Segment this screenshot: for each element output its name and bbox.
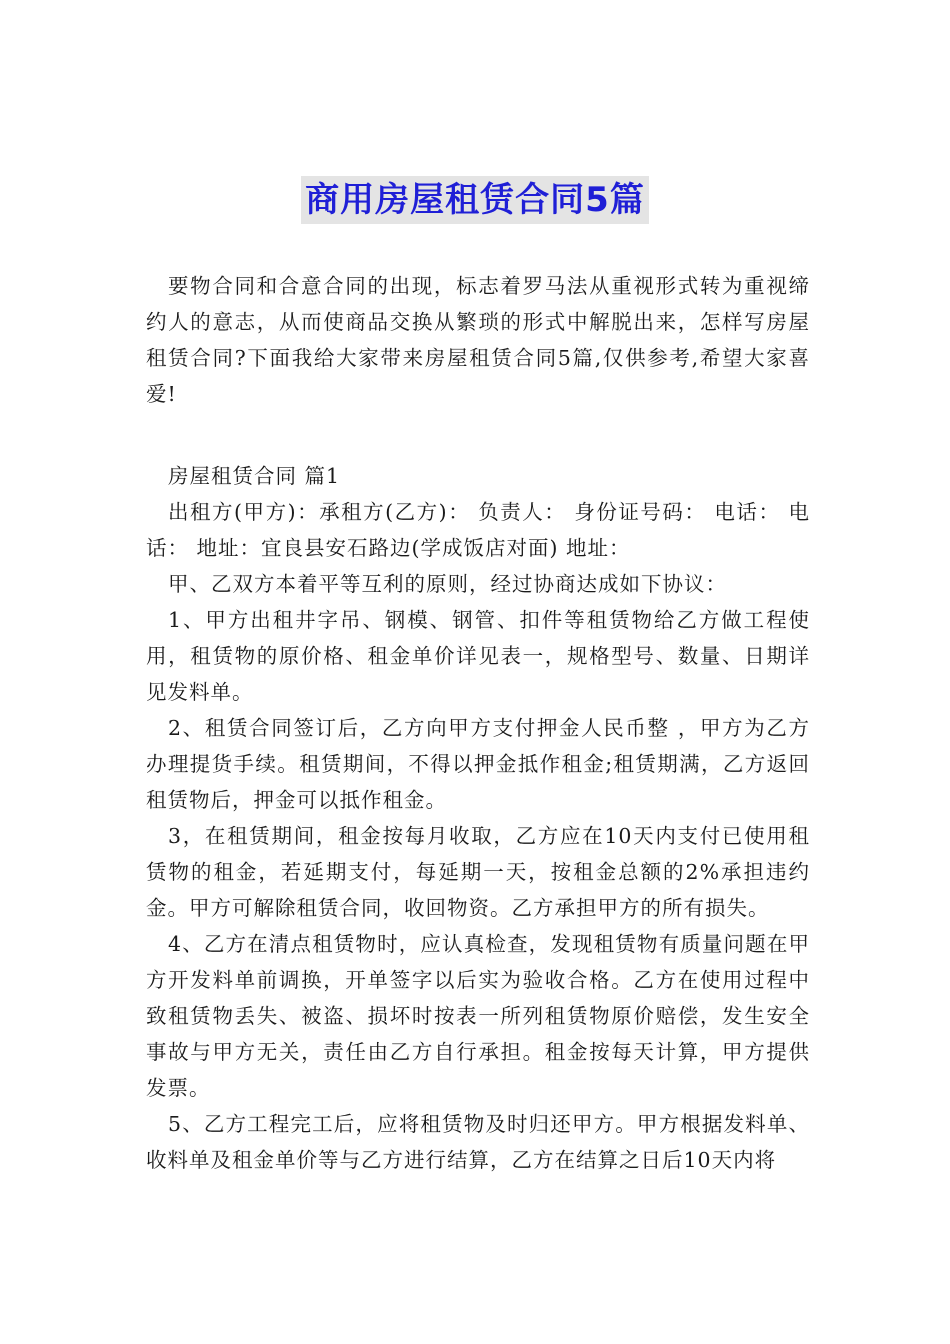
clause-3: 3，在租赁期间，租金按每月收取，乙方应在10天内支付已使用租赁物的租金，若延期支付，每延期一天，按租金总额的2%承担违约金。甲方可解除租赁合同，收回物资。乙方承担甲方的所有损失。 [146, 824, 810, 920]
intro-paragraph: 要物合同和合意合同的出现，标志着罗马法从重视形式转为重视缔约人的意志，从而使商品交换从繁琐的形式中解脱出来，怎样写房屋租赁合同?下面我给大家带来房屋租赁合同5篇,仅供参考,希望大家喜爱! [146, 274, 810, 406]
clause-4: 4、乙方在清点租赁物时，应认真检查，发现租赁物有质量问题在甲方开发料单前调换，开单签字以后实为验收合格。乙方在使用过程中致租赁物丢失、被盗、损坏时按表一所列租赁物原价赔偿，发生安全事故与甲方无关，责任由乙方自行承担。租金按每天计算，甲方提供发票。 [146, 932, 810, 1100]
clause-1: 1、甲方出租井字吊、钢模、钢管、扣件等租赁物给乙方做工程使用，租赁物的原价格、租金单价详见表一，规格型号、数量、日期详见发料单。 [146, 608, 810, 704]
clause-2: 2、租赁合同签订后，乙方向甲方支付押金人民币整 ，甲方为乙方办理提货手续。租赁期间，不得以押金抵作租金;租赁期满，乙方返回租赁物后，押金可以抵作租金。 [146, 716, 810, 812]
paragraph-spacer [146, 412, 810, 448]
document-title: 商用房屋租赁合同5篇 [301, 176, 649, 224]
clause-5: 5、乙方工程完工后，应将租赁物及时归还甲方。甲方根据发料单、收料单及租金单价等与乙方进行结算，乙方在结算之日后10天内将 [146, 1112, 810, 1172]
agreement-paragraph: 甲、乙双方本着平等互利的原则，经过协商达成如下协议： [168, 572, 727, 596]
document-body [146, 268, 810, 1178]
parties-paragraph: 出租方(甲方)：承租方(乙方)： 负责人： 身份证号码： 电话： 电话： 地址：宜良县安石路边(学成饭店对面) 地址： [146, 500, 810, 560]
title-container [0, 176, 950, 224]
article-heading: 房屋租赁合同 篇1 [168, 464, 341, 488]
